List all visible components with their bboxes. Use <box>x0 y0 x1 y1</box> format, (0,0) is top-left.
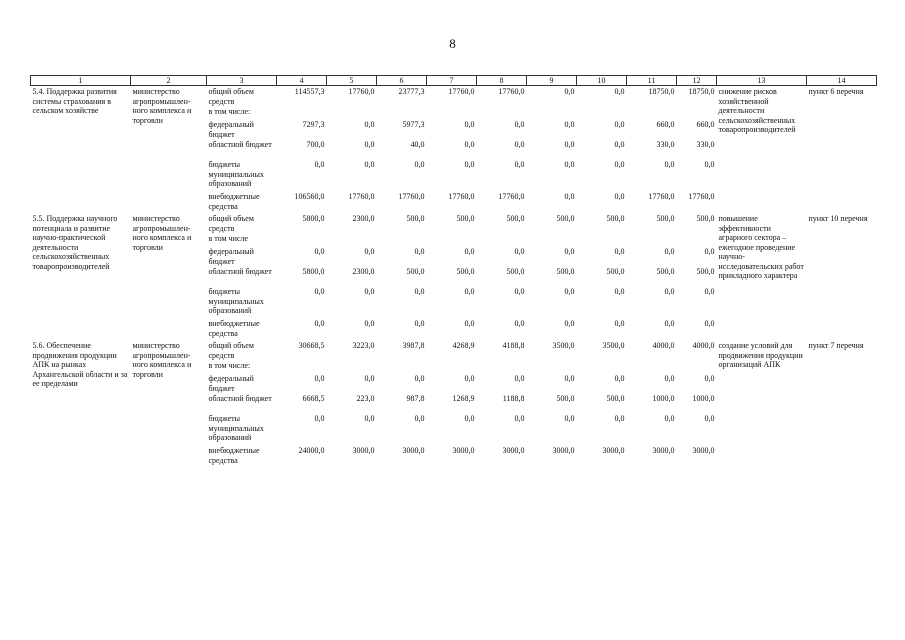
funding-source: бюджеты муниципальных образований <box>208 287 264 315</box>
funding-value: 500,0 <box>556 394 575 403</box>
funding-value: 0,0 <box>364 287 375 296</box>
funding-value: 0,0 <box>414 287 425 296</box>
funding-value: 0,0 <box>614 192 625 201</box>
funding-value: 40,0 <box>410 140 425 149</box>
funding-value: 0,0 <box>464 160 475 169</box>
funding-value: 0,0 <box>514 287 525 296</box>
funding-source: бюджеты муниципальных образований <box>208 160 264 188</box>
funding-value: 0,0 <box>464 120 475 129</box>
column-number: 11 <box>627 76 677 86</box>
funding-value: 500,0 <box>606 267 625 276</box>
funding-value: 0,0 <box>564 374 575 383</box>
measure-name: 5.4. Поддержка развития системы страхования в сельском хозяйстве <box>32 87 117 115</box>
funding-value: 0,0 <box>514 319 525 328</box>
funding-value: 0,0 <box>614 87 625 96</box>
funding-source: федеральный бюджет <box>208 374 254 393</box>
funding-value: 0,0 <box>564 414 575 423</box>
funding-value: 660,0 <box>696 120 715 129</box>
funding-value: 3000,0 <box>602 446 625 455</box>
funding-value: 114557,3 <box>294 87 325 96</box>
funding-value: 330,0 <box>656 140 675 149</box>
funding-source: внебюджетные средства <box>208 319 260 338</box>
funding-value: 17760,0 <box>688 192 715 201</box>
funding-value: 0,0 <box>564 247 575 256</box>
executor: министерство агропромышлен-ного комплекса и торговли <box>132 87 192 125</box>
executor: министерство агропромышлен-ного комплекса и торговли <box>132 341 192 379</box>
funding-value: 0,0 <box>314 287 325 296</box>
funding-source: внебюджетные средства <box>208 446 260 465</box>
funding-value: 660,0 <box>656 120 675 129</box>
funding-value: 0,0 <box>564 87 575 96</box>
funding-value: 330,0 <box>696 140 715 149</box>
funding-value: 3000,0 <box>502 446 525 455</box>
funding-value: 0,0 <box>464 247 475 256</box>
funding-value: 0,0 <box>704 374 715 383</box>
funding-source: федеральный бюджет <box>208 120 254 139</box>
funding-value <box>527 233 577 246</box>
funding-value: 0,0 <box>664 247 675 256</box>
funding-value: 3500,0 <box>552 341 575 350</box>
funding-value: 3223,0 <box>352 341 375 350</box>
funding-value: 0,0 <box>514 160 525 169</box>
funding-value: 0,0 <box>564 319 575 328</box>
funding-value <box>527 360 577 373</box>
list-reference: пункт 10 перечня <box>808 214 868 223</box>
funding-value: 0,0 <box>614 140 625 149</box>
funding-value: 0,0 <box>514 120 525 129</box>
funding-value: 0,0 <box>364 374 375 383</box>
funding-source: в том числе <box>208 234 248 243</box>
funding-value: 2300,0 <box>352 214 375 223</box>
funding-value <box>527 106 577 119</box>
funding-value: 500,0 <box>406 214 425 223</box>
funding-value: 4268,9 <box>452 341 475 350</box>
funding-value: 0,0 <box>364 160 375 169</box>
column-number: 13 <box>717 76 807 86</box>
funding-value: 0,0 <box>704 319 715 328</box>
funding-value: 500,0 <box>556 267 575 276</box>
funding-value: 0,0 <box>704 414 715 423</box>
funding-value: 0,0 <box>614 160 625 169</box>
funding-value: 7297,3 <box>302 120 325 129</box>
funding-value: 0,0 <box>314 414 325 423</box>
funding-value <box>427 360 477 373</box>
funding-value: 0,0 <box>614 414 625 423</box>
funding-value: 18750,0 <box>648 87 675 96</box>
funding-value <box>277 233 327 246</box>
funding-value: 0,0 <box>364 140 375 149</box>
funding-value: 0,0 <box>664 160 675 169</box>
funding-value: 17760,0 <box>398 192 425 201</box>
funding-value: 0,0 <box>564 140 575 149</box>
funding-source: бюджеты муниципальных образований <box>208 414 264 442</box>
column-number: 4 <box>277 76 327 86</box>
funding-value: 0,0 <box>364 319 375 328</box>
funding-value <box>477 106 527 119</box>
funding-value <box>677 233 717 246</box>
funding-value: 30668,5 <box>298 341 325 350</box>
funding-value: 0,0 <box>464 287 475 296</box>
funding-value: 1000,0 <box>652 394 675 403</box>
funding-value: 3500,0 <box>602 341 625 350</box>
funding-value: 0,0 <box>364 414 375 423</box>
funding-value: 223,0 <box>356 394 375 403</box>
funding-value <box>427 106 477 119</box>
funding-value: 0,0 <box>314 319 325 328</box>
funding-value: 0,0 <box>614 319 625 328</box>
funding-value: 0,0 <box>414 160 425 169</box>
funding-value: 700,0 <box>306 140 325 149</box>
funding-value <box>477 360 527 373</box>
funding-value: 0,0 <box>464 140 475 149</box>
funding-value <box>627 233 677 246</box>
funding-value: 3987,8 <box>402 341 425 350</box>
funding-value: 0,0 <box>564 287 575 296</box>
funding-value: 1188,8 <box>502 394 525 403</box>
funding-value: 0,0 <box>514 414 525 423</box>
funding-value <box>327 106 377 119</box>
funding-value: 500,0 <box>606 394 625 403</box>
funding-value: 4188,8 <box>502 341 525 350</box>
funding-value: 500,0 <box>506 214 525 223</box>
column-number-row <box>31 76 877 86</box>
funding-value: 0,0 <box>514 140 525 149</box>
column-number: 5 <box>327 76 377 86</box>
funding-value <box>627 106 677 119</box>
funding-value <box>627 360 677 373</box>
column-number: 1 <box>31 76 131 86</box>
funding-value: 1000,0 <box>692 394 715 403</box>
funding-value: 0,0 <box>314 160 325 169</box>
funding-value: 0,0 <box>364 247 375 256</box>
funding-value <box>377 233 427 246</box>
funding-value: 500,0 <box>456 214 475 223</box>
funding-value: 3000,0 <box>402 446 425 455</box>
funding-value: 500,0 <box>656 267 675 276</box>
funding-value: 17760,0 <box>348 87 375 96</box>
program-table <box>30 75 877 467</box>
funding-value: 0,0 <box>414 374 425 383</box>
funding-value: 0,0 <box>664 319 675 328</box>
table-row <box>31 86 877 107</box>
measure-name: 5.6. Обеспечение продвижения продукции АПК на рынках Архангельской области и за ее пределами <box>32 341 128 388</box>
expected-result: создание условий для продвижения продукции организаций АПК <box>718 341 803 369</box>
funding-value: 3000,0 <box>352 446 375 455</box>
column-number: 7 <box>427 76 477 86</box>
funding-value <box>577 360 627 373</box>
funding-value: 0,0 <box>704 247 715 256</box>
expected-result: повышение эффективности аграрного сектора – ежегодное проведение научно-исследовательских работ прикладного характера <box>718 214 804 280</box>
column-number: 3 <box>207 76 277 86</box>
funding-value: 500,0 <box>406 267 425 276</box>
funding-value: 0,0 <box>414 247 425 256</box>
funding-value: 17760,0 <box>448 192 475 201</box>
funding-value: 0,0 <box>464 414 475 423</box>
funding-value: 18750,0 <box>688 87 715 96</box>
funding-source: областной бюджет <box>208 267 272 276</box>
funding-value: 4000,0 <box>692 341 715 350</box>
funding-value: 6668,5 <box>302 394 325 403</box>
funding-value: 17760,0 <box>448 87 475 96</box>
column-number: 6 <box>377 76 427 86</box>
funding-value: 0,0 <box>314 374 325 383</box>
funding-value: 0,0 <box>514 247 525 256</box>
column-number: 10 <box>577 76 627 86</box>
funding-value <box>677 106 717 119</box>
funding-source: общий объем средств <box>208 214 254 233</box>
funding-value: 24000,0 <box>298 446 325 455</box>
funding-value: 500,0 <box>696 267 715 276</box>
funding-value: 2300,0 <box>352 267 375 276</box>
measure-name: 5.5. Поддержка научного потенциала и развитие научно-практической деятельности сельскохозяйственных товаропроизводителей <box>32 214 118 271</box>
funding-value: 0,0 <box>704 287 715 296</box>
funding-value: 17760,0 <box>348 192 375 201</box>
funding-value: 0,0 <box>464 319 475 328</box>
executor: министерство агропромышлен-ного комплекса и торговли <box>132 214 192 252</box>
funding-value <box>327 233 377 246</box>
funding-value: 5800,0 <box>302 214 325 223</box>
list-reference: пункт 7 перечня <box>808 341 864 350</box>
funding-value <box>577 233 627 246</box>
funding-value: 500,0 <box>556 214 575 223</box>
column-number: 9 <box>527 76 577 86</box>
funding-value: 4000,0 <box>652 341 675 350</box>
funding-value: 0,0 <box>414 414 425 423</box>
funding-value: 5800,0 <box>302 267 325 276</box>
funding-value <box>427 233 477 246</box>
funding-value <box>377 360 427 373</box>
column-number: 14 <box>807 76 877 86</box>
funding-value: 3000,0 <box>552 446 575 455</box>
funding-value: 0,0 <box>614 374 625 383</box>
funding-value: 500,0 <box>656 214 675 223</box>
funding-source: общий объем средств <box>208 341 254 360</box>
funding-source: общий объем средств <box>208 87 254 106</box>
funding-value: 0,0 <box>664 287 675 296</box>
list-reference: пункт 6 перечня <box>808 87 864 96</box>
column-number: 2 <box>131 76 207 86</box>
funding-value: 0,0 <box>614 120 625 129</box>
funding-source: федеральный бюджет <box>208 247 254 266</box>
table-row <box>31 340 877 360</box>
funding-value: 0,0 <box>614 287 625 296</box>
funding-source: внебюджетные средства <box>208 192 260 211</box>
funding-value: 3000,0 <box>692 446 715 455</box>
funding-value: 17760,0 <box>648 192 675 201</box>
funding-value <box>677 360 717 373</box>
funding-source: областной бюджет <box>208 394 272 403</box>
funding-value <box>377 106 427 119</box>
column-number: 12 <box>677 76 717 86</box>
funding-value: 0,0 <box>314 247 325 256</box>
funding-value: 17760,0 <box>498 87 525 96</box>
funding-source: областной бюджет <box>208 140 272 149</box>
funding-value: 0,0 <box>564 192 575 201</box>
funding-value <box>277 106 327 119</box>
funding-value: 0,0 <box>414 319 425 328</box>
funding-value: 0,0 <box>704 160 715 169</box>
funding-value: 23777,3 <box>398 87 425 96</box>
funding-value: 0,0 <box>664 374 675 383</box>
funding-value: 17760,0 <box>498 192 525 201</box>
funding-value: 500,0 <box>506 267 525 276</box>
funding-value: 0,0 <box>614 247 625 256</box>
funding-source: в том числе: <box>208 361 251 370</box>
funding-value: 987,8 <box>406 394 425 403</box>
funding-value: 0,0 <box>364 120 375 129</box>
funding-value: 0,0 <box>464 374 475 383</box>
column-number: 8 <box>477 76 527 86</box>
funding-value: 500,0 <box>456 267 475 276</box>
funding-value: 0,0 <box>564 120 575 129</box>
funding-value <box>577 106 627 119</box>
funding-source: в том числе: <box>208 107 251 116</box>
funding-value: 0,0 <box>564 160 575 169</box>
expected-result: снижение рисков хозяйственной деятельности сельскохозяйственных товаропроизводителей <box>718 87 796 134</box>
page-number: 8 <box>449 36 456 51</box>
funding-value <box>327 360 377 373</box>
funding-value: 500,0 <box>696 214 715 223</box>
funding-value: 106560,0 <box>294 192 325 201</box>
funding-value: 1268,9 <box>452 394 475 403</box>
funding-value: 5977,3 <box>402 120 425 129</box>
funding-value: 0,0 <box>514 374 525 383</box>
funding-value <box>477 233 527 246</box>
funding-value: 3000,0 <box>452 446 475 455</box>
table-row <box>31 213 877 233</box>
funding-value: 500,0 <box>606 214 625 223</box>
funding-value: 0,0 <box>664 414 675 423</box>
funding-value <box>277 360 327 373</box>
funding-value: 3000,0 <box>652 446 675 455</box>
